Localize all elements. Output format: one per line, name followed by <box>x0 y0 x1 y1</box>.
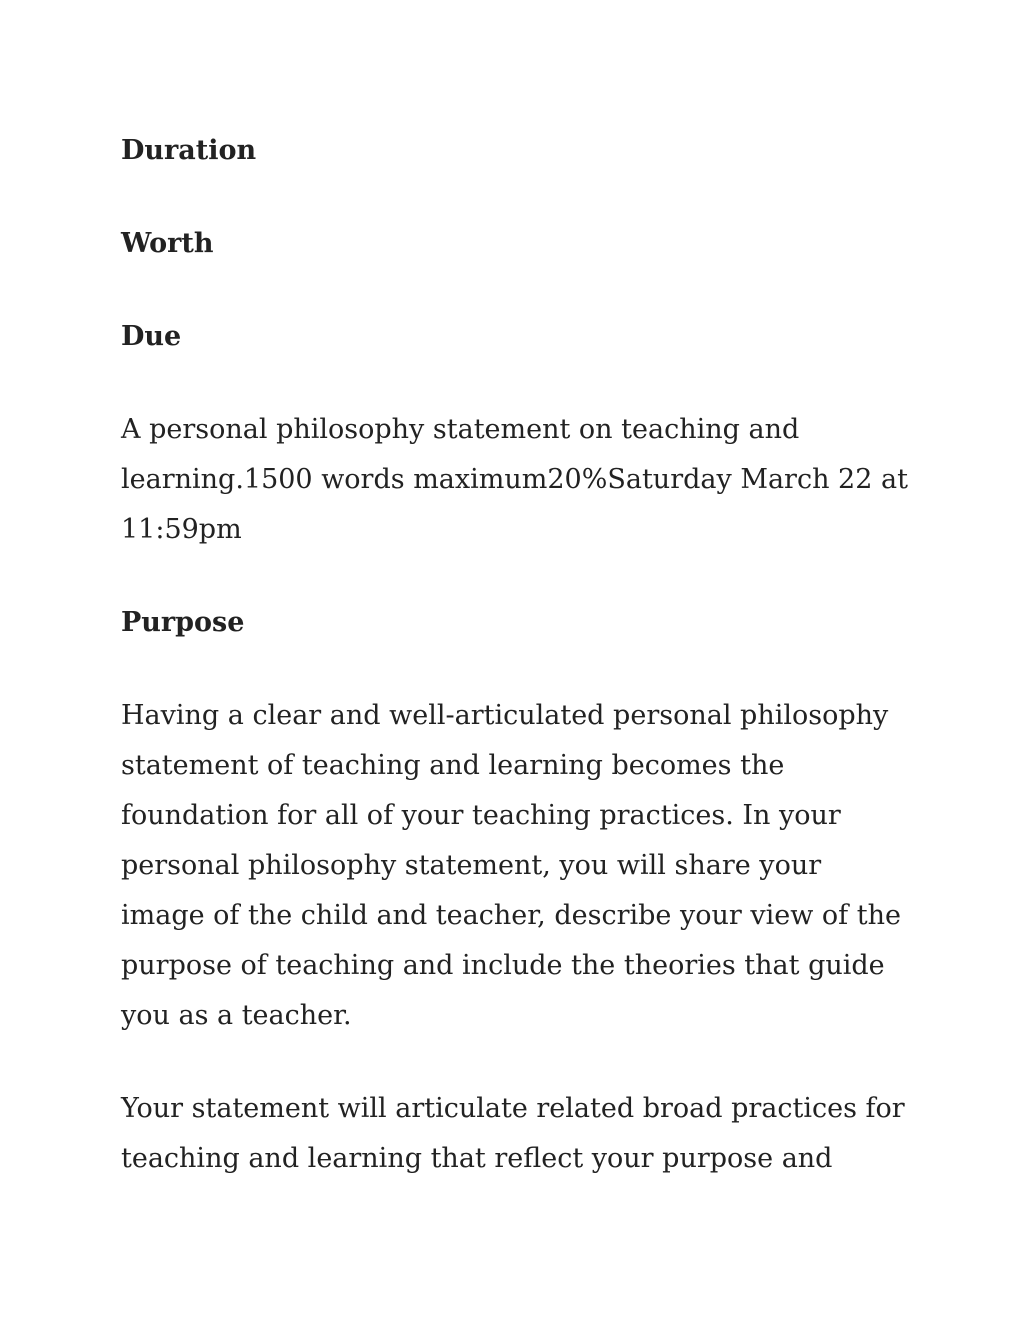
purpose-paragraph-2: Your statement will articulate related broad practices for teaching and learning that reflect your purpose and <box>121 1093 905 1174</box>
heading-purpose: Purpose <box>121 607 245 638</box>
heading-duration: Duration <box>121 135 257 166</box>
purpose-paragraph-1: Having a clear and well-articulated personal philosophy statement of teaching and learning becomes the foundation for all of your teaching practices. In your personal philosophy statement, you will share your image of the child and teacher, describe your view of the purpose of teaching and include the theories that guide you as a teacher. <box>121 700 901 1031</box>
heading-worth: Worth <box>121 228 214 259</box>
document-body <box>121 126 911 1227</box>
assignment-summary: A personal philosophy statement on teaching and learning.1500 words maximum20%Saturday March 22 at 11:59pm <box>121 414 908 545</box>
heading-due: Due <box>121 321 182 352</box>
